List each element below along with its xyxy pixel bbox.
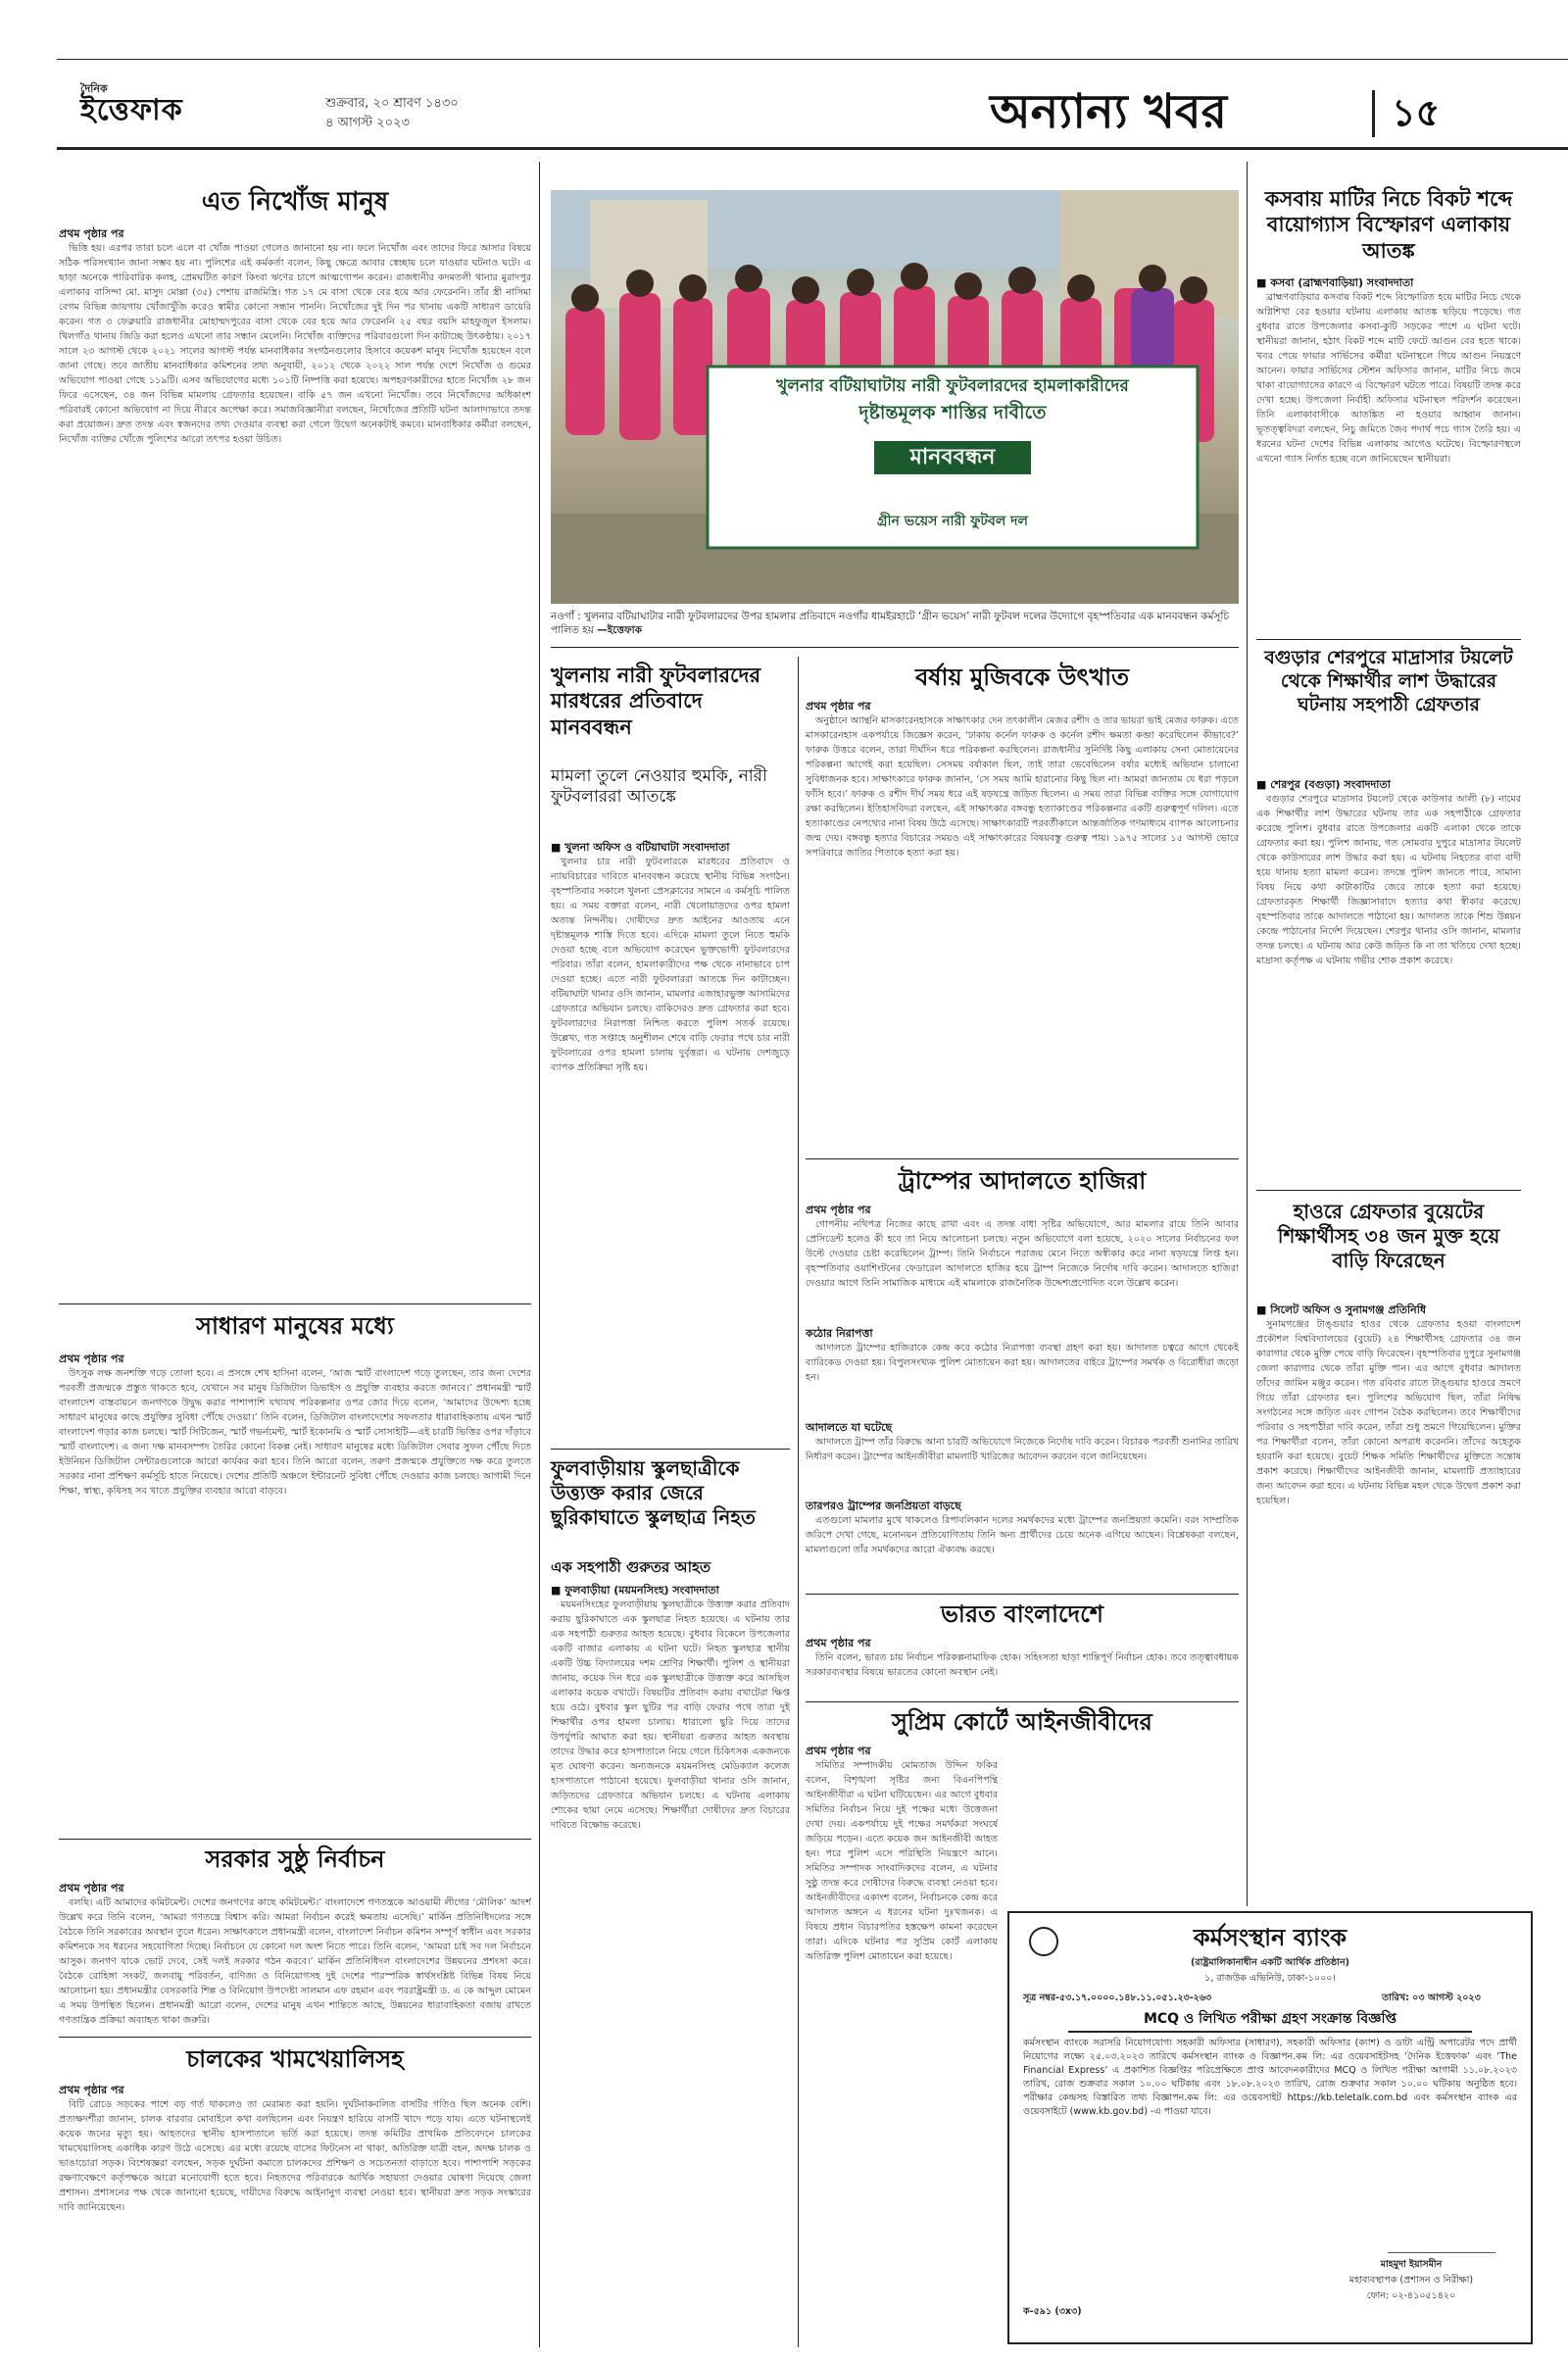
subhead-phulbari: এক সহপাঠী গুরুতর আহত	[551, 1558, 711, 1576]
date-english: ৪ আগস্ট ২০২৩	[325, 116, 410, 130]
article-body-trump-security: আদালতে ট্রাম্পের হাজিরাকে কেন্দ্র করে কঠোর নিরাপত্তা ব্যবস্থা গ্রহণ করা হয়। আদালত চত্বরে আগে থেকেই ব্যারিকেড দেওয়া হয়। বিপুলসংখ্যক পুলিশ মোতায়েন করা হয়। আদালতের বাইরে ট্রাম্পের সমর্থক ও বিরোধীরা জড়ো হন।	[806, 1343, 1239, 1383]
page-number: ১৫	[1392, 91, 1441, 134]
continued-label: প্রথম পৃষ্ঠার পর	[59, 1882, 124, 1894]
continued-label: প্রথম পৃষ্ঠার পর	[59, 227, 124, 240]
news-photo	[551, 190, 1239, 604]
subheading-court: আদালতে যা ঘটেছে	[806, 1421, 893, 1434]
memo-number: সূত্র নম্বর-৫৩.১৭.০০০০.১৪৮.১১.০৫১.২৩-২৬৩	[1023, 1992, 1212, 2003]
headline-supreme: সুপ্রিম কোর্টে আইনজীবীদের	[892, 1708, 1152, 1736]
subheading-security: কঠোর নিরাপত্তা	[806, 1327, 873, 1340]
headline-kaswa: কসবায় মাটির নিচে বিকট শব্দে বায়োগ্যাস বিস্ফোরণ এলাকায় আতঙ্ক	[1264, 187, 1513, 263]
photo-caption: নওগাঁ : খুলনার বটিয়াঘাটার নারী ফুটবলারদের উপর হামলার প্রতিবাদে নওগাঁর ধামইরহাটে ‘গ্রীন ভয়েস’ নারী ফুটবল দলের উদ্যোগে বৃহস্পতিবার এক মানববন্ধন কর্মসূচি পালিত হয় —ইত্তেফাক	[551, 611, 1230, 636]
continued-label: প্রথম পৃষ্ঠার পর	[806, 1204, 871, 1216]
subheading-popularity: তারপরও ট্রাম্পের জনপ্রিয়তা বাড়ছে	[806, 1500, 961, 1512]
memo-date: তারিখ: ০৩ আগস্ট ২০২৩	[1382, 1992, 1481, 2003]
ad-reference: ক-৫৯১ (৩x৩)	[1023, 2306, 1082, 2317]
headline-bogura: বগুড়ার শেরপুরে মাদ্রাসার টয়লেট থেকে শিক্ষার্থীর লাশ উদ্ধারের ঘটনায় সহপাঠী গ্রেফতার	[1264, 647, 1513, 715]
banner-line-1: খুলনার বটিয়াঘাটায় নারী ফুটবলারদের হামলাকারীদের	[776, 376, 1129, 396]
article-body-supreme: সমিতির সম্পাদকীয় মোমতাজ উদ্দিন ফকির বলেন, বিশৃঙ্খলা সৃষ্টির জন্য বিএনপিপন্থি আইনজীবীরা এ ঘটনা ঘটিয়েছেন। এর আগে বুধবার সমিতির নির্বাচন নিয়ে দুই পক্ষের মধ্যে উত্তেজনা দেখা দেয়। একপর্যায়ে দুই পক্ষের সমর্থকরা সংঘর্ষে জড়িয়ে পড়েন। এতে কয়েক জন আইনজীবী আহত হন। পরে পুলিশ এসে পরিস্থিতি নিয়ন্ত্রণে আনে। সমিতির সম্পাদক সাংবাদিকদের বলেন, এ ঘটনার সুষ্ঠু তদন্ত করে দোষীদের বিরুদ্ধে ব্যবস্থা নেওয়া হবে। আইনজীবীদের একাংশ বলেন, নির্বাচনকে কেন্দ্র করে আদালত অঙ্গনে এ ধরনের ঘটনা দুঃখজনক। এ বিষয়ে প্রধান বিচারপতির হস্তক্ষেপ কামনা করেছেন তারা। এদিকে ঘটনার পর সুপ্রিম কোর্ট এলাকায় অতিরিক্ত পুলিশ মোতায়েন করা হয়েছে।	[806, 1760, 998, 1962]
byline-kaswa: ■ কসবা (ব্রাহ্মণবাড়িয়া) সংবাদদাতা	[1256, 276, 1414, 289]
byline-bogura: ■ শেরপুর (বগুড়া) সংবাদদাতা	[1256, 778, 1391, 791]
article-body-driver: বিটি রোডে সড়কের পাশে বড় গর্ত থাকলেও তা মেরামত করা হয়নি। দুর্ঘটনাকবলিত বাসটির গতিও ছিল অনেক বেশি। প্রত্যক্ষদর্শীরা জানান, চালক বারবার মোবাইলে কথা বলছিলেন এবং নিয়ন্ত্রণ হারিয়ে বাসটি খাদে পড়ে যায়। এতে ঘটনাস্থলেই কয়েক জনের মৃত্যু হয়। আহতদের স্থানীয় হাসপাতালে ভর্তি করা হয়েছে। তদন্ত কমিটির প্রাথমিক প্রতিবেদনে চালকের খামখেয়ালিসহ একাধিক কারণ উঠে এসেছে। এর মধ্যে রয়েছে বাসের ফিটনেস না থাকা, অতিরিক্ত যাত্রী বহন, অদক্ষ চালক ও ভাঙাচোরা সড়ক। বিশেষজ্ঞরা বলছেন, সড়ক দুর্ঘটনা কমাতে চালকদের প্রশিক্ষণ ও সচেতনতা বাড়াতে হবে। পাশাপাশি সড়কের রক্ষণাবেক্ষণে কর্তৃপক্ষকে আরো মনোযোগী হতে হবে। নিহতদের পরিবারকে আর্থিক সহায়তা দেওয়ার ঘোষণা দিয়েছে জেলা প্রশাসন। প্রশাসনের পক্ষ থেকে জানানো হয়েছে, দায়ীদের বিরুদ্ধে আইনানুগ ব্যবস্থা নেওয়া হবে। স্থানীয়রা দ্রুত সড়ক সংস্কারের দাবি জানিয়েছেন।	[59, 2099, 531, 2213]
article-body-trump-popularity: এতগুলো মামলার মুখে থাকলেও রিপাবলিকান দলের সমর্থকদের মধ্যে ট্রাম্পের জনপ্রিয়তা কমেনি। বরং সাম্প্রতিক জরিপে দেখা গেছে, মনোনয়ন প্রতিযোগিতায় তিনি অন্য প্রার্থীদের চেয়ে অনেক এগিয়ে আছেন। বিশ্লেষকরা বলছেন, মামলাগুলো তাঁর সমর্থকদের আরো ঐক্যবদ্ধ করছে।	[806, 1515, 1239, 1555]
article-body-buet: সুনামগঞ্জের টাঙ্গুয়ার হাওর থেকে গ্রেফতার হওয়া বাংলাদেশ প্রকৌশল বিশ্ববিদ্যালয়ের (বুয়েট) ২৪ শিক্ষার্থীসহ গ্রেফতার ৩৪ জন কারাগার থেকে মুক্তি পেয়ে বাড়ি ফিরেছেন। বৃহস্পতিবার দুপুরে সুনামগঞ্জ জেলা কারাগার থেকে তাঁরা মুক্তি পান। এর আগে বুধবার আদালত তাঁদের জামিন মঞ্জুর করেন। গত রবিবার রাতে টাঙ্গুয়ার হাওরে ভ্রমণে গিয়ে তাঁরা গ্রেফতার হন। পুলিশের অভিযোগ ছিল, তাঁরা নিষিদ্ধ সংগঠনের সঙ্গে জড়িত এবং গোপন বৈঠক করছিলেন। তবে শিক্ষার্থীদের পরিবার ও সহপাঠীরা দাবি করেন, তাঁরা শুধু ভ্রমণে গিয়েছিলেন। মুক্তির পর শিক্ষার্থীরা বলেন, তাঁরা কোনো অপরাধ করেননি। তাঁদের অহেতুক হয়রানি করা হয়েছে। বুয়েট শিক্ষক সমিতি শিক্ষার্থীদের মুক্তিতে সন্তোষ প্রকাশ করেছে। শিক্ষার্থীদের আইনজীবী জানান, মামলাটি প্রত্যাহারের জন্য আবেদন করা হবে। এ ঘটনায় বিভিন্ন মহল থেকে উদ্বেগ প্রকাশ করা হয়েছিল।	[1256, 1319, 1521, 1506]
headline-driver: চালকের খামখেয়ালিসহ	[186, 2045, 404, 2073]
headline-footballers: খুলনায় নারী ফুটবলারদের মারধরের প্রতিবাদে মানববন্ধন	[551, 664, 761, 739]
date-bangla: শুক্রবার, ২০ শ্রাবণ ১৪৩০	[325, 96, 459, 111]
article-body-common-people: উৎসুক লক্ষ জনশক্তি গড়ে তোলা হবে। এ প্রসঙ্গে শেখ হাসিনা বলেন, ‘আজ স্মার্ট বাংলাদেশ গড়ে তুলছেন, তার জন্য দেশের পরবর্তী প্রজন্মকে প্রস্তুত থাকতে হবে, যেখানে সব মানুষ ডিজিটাল ডিভাইস ও প্রযুক্তি ব্যবহার করতে জানবে।’ প্রধানমন্ত্রী স্মার্ট বাংলাদেশ বাস্তবায়নে জনগণকে উদ্বুদ্ধ করার পাশাপাশি যথাযথ পরিকল্পনার ওপর জোর দিয়ে বলেন, ‘আমাদের উদ্দেশ্য হচ্ছে সাধারণ মানুষের কাছে প্রযুক্তির সুবিধা পৌঁছে দেওয়া।’ তিনি বলেন, ডিজিটাল বাংলাদেশের সফলতার ধারাবাহিকতায় এখন স্মার্ট বাংলাদেশ গড়ার কাজ চলছে। স্মার্ট সিটিজেন, স্মার্ট গভর্নমেন্ট, স্মার্ট ইকোনমি ও স্মার্ট সোসাইটি—এই চারটি ভিত্তির ওপর দাঁড়াবে স্মার্ট বাংলাদেশ। এ জন্য দক্ষ মানবসম্পদ তৈরির কোনো বিকল্প নেই। সাধারণ মানুষের মধ্যে ডিজিটাল সেবার সুফল পৌঁছে দিতে ইউনিয়ন ডিজিটাল সেন্টারগুলোকে আরো কার্যকর করা হবে। তিনি আরো বলেন, তরুণ প্রজন্মকে প্রযুক্তিতে দক্ষ করে তুলতে সরকার নানা প্রশিক্ষণ কর্মসূচি হাতে নিয়েছে। দেশের প্রতিটি অঞ্চলে ইন্টারনেট সুবিধা পৌঁছে দেওয়ার কাজ চলছে। আগামী দিনে শিক্ষা, স্বাস্থ্য, কৃষিসহ সব খাতে প্রযুক্তির ব্যবহার আরো বাড়বে।	[59, 1368, 531, 1497]
article-body-phulbari: ময়মনসিংহের ফুলবাড়ীয়ায় স্কুলছাত্রীকে উত্ত্যক্ত করার প্রতিবাদ করায় ছুরিকাঘাতে এক স্কুলছাত্র নিহত হয়েছে। এ ঘটনায় তার এক সহপাঠী গুরুতর আহত হয়েছে। বুধবার বিকেলে উপজেলার একটি বাজার এলাকায় এ ঘটনা ঘটে। নিহত স্কুলছাত্র স্থানীয় একটি উচ্চ বিদ্যালয়ের দশম শ্রেণির শিক্ষার্থী। পুলিশ ও স্থানীয়রা জানায়, কয়েক দিন ধরে এক স্কুলছাত্রীকে উত্ত্যক্ত করে আসছিল এলাকার কয়েক বখাটে। বিষয়টির প্রতিবাদ করায় বখাটেরা ক্ষিপ্ত হয়ে ওঠে। বুধবার স্কুল ছুটির পর বাড়ি ফেরার পথে তারা দুই শিক্ষার্থীর ওপর হামলা চালায়। ধারালো ছুরি দিয়ে তাদের উপর্যুপরি আঘাত করা হয়। স্থানীয়রা গুরুতর আহত অবস্থায় তাদের উদ্ধার করে হাসপাতালে নিয়ে গেলে চিকিৎসক একজনকে মৃত ঘোষণা করেন। অন্যজনকে ময়মনসিংহ মেডিক্যাল কলেজ হাসপাতালে পাঠানো হয়েছে। ফুলবাড়ীয়া থানার ওসি জানান, জড়িতদের গ্রেফতারে অভিযান চলছে। এ ঘটনায় এলাকায় শোকের ছায়া নেমে এসেছে। শিক্ষার্থীরা দোষীদের দ্রুত বিচারের দাবিতে বিক্ষোভ করেছে।	[551, 1599, 790, 1831]
section-title: অন্যান্য খবর	[990, 84, 1227, 139]
headline-common-people: সাধারণ মানুষের মধ্যে	[196, 1312, 394, 1340]
bank-address: ১, রাজউক এভিনিউ, ঢাকা-১০০০।	[1204, 1973, 1336, 1984]
article-body-trump-court: আদালতে ট্রাম্প তাঁর বিরুদ্ধে আনা চারটি অভিযোগে নিজেকে নির্দোষ দাবি করেন। বিচারক পরবর্তী শুনানির তারিখ নির্ধারণ করেন। ট্রাম্পের আইনজীবীরা মামলাটি খারিজের আবেদন করবেন বলে জানিয়েছেন।	[806, 1437, 1239, 1462]
headline-trump: ট্রাম্পের আদালতে হাজিরা	[898, 1167, 1147, 1195]
subhead-footballers: মামলা তুলে নেওয়ার হুমকি, নারী ফুটবলাররা আতঙ্কে	[551, 766, 767, 808]
byline-buet: ■ সিলেট অফিস ও সুনামগঞ্জ প্রতিনিধি	[1256, 1303, 1427, 1316]
headline-mujib: বর্ষায় মুজিবকে উৎখাত	[914, 664, 1130, 691]
article-body-election: বলছি। এটি আমাদের কমিটমেন্ট। দেশের জনগণের কাছে কমিটমেন্ট।’ বাংলাদেশে গণতন্ত্রকে আওয়ামী লীগের ‘মৌলিক’ আদর্শ উল্লেখ করে তিনি বলেন, ‘আমরা গণতন্ত্রে বিশ্বাস করি। আমরা নির্বাচন করেই ক্ষমতায় এসেছি।’ মার্কিন প্রতিনিধিদলের সঙ্গে বৈঠকে তিনি সরকারের অবস্থান তুলে ধরেন। সাক্ষাৎকালে প্রধানমন্ত্রী বলেন, বাংলাদেশ নির্বাচন কমিশন সম্পূর্ণ স্বাধীন এবং সরকার কমিশনকে সব ধরনের সহযোগিতা দিচ্ছে। নির্বাচনে যে কোনো দল অংশ নিতে পারে। তিনি বলেন, ‘আমরা চাই সব দল নির্বাচনে আসুক। জনগণ যাকে ভোট দেবে, সেই দলই সরকার গঠন করবে।’ মার্কিন প্রতিনিধিদল বাংলাদেশের উন্নয়নের প্রশংসা করে। বৈঠকে রোহিঙ্গা সংকট, জলবায়ু পরিবর্তন, বাণিজ্য ও বিনিয়োগসহ দুই দেশের পারস্পরিক স্বার্থসংশ্লিষ্ট বিভিন্ন বিষয় নিয়ে আলোচনা হয়। প্রধানমন্ত্রীর বেসরকারি শিল্প ও বিনিয়োগ উপদেষ্টা সালমান এফ রহমান এবং পররাষ্ট্রমন্ত্রী ড. এ কে আব্দুল মোমেন এ সময় উপস্থিত ছিলেন। প্রধানমন্ত্রী আরো বলেন, দেশের মানুষ এখন শান্তিতে আছে, উন্নয়নের ধারাবাহিকতা বজায় রাখতে গণতান্ত্রিক প্রক্রিয়া অব্যাহত থাকা জরুরি।	[59, 1897, 531, 2026]
article-body-kaswa: ব্রাহ্মণবাড়িয়ার কসবায় বিকট শব্দে বিস্ফোরিত হয়ে মাটির নিচে থেকে অগ্নিশিখা বের হওয়ার ঘটনায় এলাকায় আতঙ্ক ছড়িয়ে পড়েছে। গত বুধবার রাতে উপজেলার কসবা-কুটি সড়কের পাশে এ ঘটনা ঘটে। স্থানীয়রা জানান, হঠাৎ বিকট শব্দে মাটি ফেটে আগুন বের হতে থাকে। খবর পেয়ে ফায়ার সার্ভিসের কর্মীরা ঘটনাস্থলে গিয়ে আগুন নিয়ন্ত্রণে আনেন। ফায়ার সার্ভিসের স্টেশন অফিসার জানান, মাটির নিচে জমে থাকা বায়োগ্যাসের কারণে এ বিস্ফোরণ ঘটতে পারে। বিষয়টি তদন্ত করে দেখা হচ্ছে। উপজেলা নির্বাহী অফিসার ঘটনাস্থল পরিদর্শন করেছেন। তিনি এলাকাবাসীকে আতঙ্কিত না হওয়ার আহ্বান জানান। ভূতত্ত্ববিদরা বলছেন, নিচু জমিতে জৈব পদার্থ পচে গ্যাস তৈরি হয়। এ ধরনের ঘটনা দেশের বিভিন্ন এলাকায় আগেও ঘটেছে। বিস্ফোরণস্থলে এখনো গ্যাস নির্গত হচ্ছে বলে জানিয়েছেন স্থানীয়রা।	[1256, 292, 1521, 465]
article-body-footballers: খুলনার চার নারী ফুটবলারকে মারধরের প্রতিবাদে ও ন্যায়বিচারের দাবিতে মানববন্ধন করেছে স্থানীয় বিভিন্ন সংগঠন। বৃহস্পতিবার সকালে খুলনা প্রেসক্লাবের সামনে এ কর্মসূচি পালিত হয়। এ সময় বক্তারা বলেন, নারী খেলোয়াড়দের ওপর হামলা অত্যন্ত নিন্দনীয়। দোষীদের দ্রুত আইনের আওতায় এনে দৃষ্টান্তমূলক শাস্তি দিতে হবে। এদিকে মামলা তুলে নিতে হুমকি দেওয়া হচ্ছে বলে অভিযোগ করেছেন ভুক্তভোগী ফুটবলারদের পরিবার। তাঁরা বলেন, হামলাকারীদের পক্ষ থেকে নানাভাবে চাপ দেওয়া হচ্ছে। এতে নারী ফুটবলাররা আতঙ্কে দিন কাটাচ্ছেন। বটিয়াঘাটা থানার ওসি জানান, মামলার এজাহারভুক্ত আসামিদের গ্রেফতারে অভিযান চলছে। বাকিদেরও দ্রুত গ্রেফতার করা হবে। ফুটবলারদের নিরাপত্তা নিশ্চিত করতে পুলিশ সতর্ক রয়েছে। উল্লেখ্য, গত সপ্তাহে অনুশীলন শেষে বাড়ি ফেরার পথে চার নারী ফুটবলারের ওপর হামলা চালায় দুর্বৃত্তরা। এ ঘটনায় দেশজুড়ে ব্যাপক প্রতিক্রিয়া সৃষ্টি হয়।	[551, 857, 790, 1073]
article-body-bogura: বগুড়ার শেরপুরে মাদ্রাসার টয়লেট থেকে কাউসার আলী (৮) নামের এক শিক্ষার্থীর লাশ উদ্ধারের ঘটনায় তার এক সহপাঠীকে গ্রেফতার করেছে পুলিশ। বুধবার রাতে উপজেলার একটি এলাকা থেকে তাকে গ্রেফতার করা হয়। পুলিশ জানায়, গত সোমবার দুপুরে মাদ্রাসার টয়লেট থেকে কাউসারের লাশ উদ্ধার করা হয়। এ ঘটনায় নিহতের বাবা বাদী হয়ে থানায় হত্যা মামলা করেন। তদন্তে পুলিশ জানতে পারে, সামান্য বিষয় নিয়ে কথা কাটাকাটির জেরে তাকে হত্যা করা হয়েছে। গ্রেফতারকৃত শিক্ষার্থী জিজ্ঞাসাবাদে হত্যার কথা স্বীকার করেছে। বৃহস্পতিবার তাকে আদালতে পাঠানো হয়। আদালত তাকে শিশু উন্নয়ন কেন্দ্রে পাঠানোর নির্দেশ দিয়েছেন। শেরপুর থানার ওসি জানান, মামলার তদন্ত চলছে। এ ঘটনায় আর কেউ জড়িত কি না তা খতিয়ে দেখা হচ্ছে। মাদ্রাসা কর্তৃপক্ষ এ ঘটনায় গভীর শোক প্রকাশ করেছে।	[1256, 794, 1521, 966]
article-body-trump: গোপনীয় নথিপত্র নিজের কাছে রাখা এবং এ তদন্ত বাধা সৃষ্টির অভিযোগে, আর মামলার রায়ে তিনি আবার প্রেসিডেন্ট হলেও কী হবে তা নিয়ে আলোচনা চলছে। নতুন অভিযোগে বলা হয়েছে, ২০২০ সালের নির্বাচনের ফল উল্টে দেওয়ার চেষ্টা করেছিলেন ট্রাম্প। তিনি নির্বাচনে পরাজয় মেনে নিতে অস্বীকার করে নানা ষড়যন্ত্রে লিপ্ত হন। বৃহস্পতিবার ওয়াশিংটনের ফেডারেল আদালতে হাজির হয়ে ট্রাম্প নিজেকে নির্দোষ দাবি করেন। আদালতে হাজিরা দেওয়ার আগে তিনি সামাজিক মাধ্যমে এই মামলাকে রাজনৈতিক উদ্দেশ্যপ্রণোদিত বলে উল্লেখ করেন।	[806, 1219, 1239, 1289]
continued-label: প্রথম পৃষ্ঠার পর	[59, 2084, 124, 2096]
banner-footer: গ্রীন ভয়েস নারী ফুটবল দল	[877, 514, 1028, 529]
continued-label: প্রথম পৃষ্ঠার পর	[806, 700, 871, 713]
job-advertisement	[1007, 1911, 1533, 2344]
banner-line-2: দৃষ্টান্তমূলক শাস্তির দাবীতে	[858, 402, 1047, 423]
headline-india: ভারত বাংলাদেশে	[941, 1600, 1103, 1628]
continued-label: প্রথম পৃষ্ঠার পর	[806, 1637, 871, 1649]
continued-label: প্রথম পৃষ্ঠার পর	[806, 1745, 871, 1757]
signatory-name: মাহমুদা ইয়াসমীন	[1380, 2259, 1443, 2270]
byline-phulbari: ■ ফুলবাড়ীয়া (ময়মনসিংহ) সংবাদদাতা	[551, 1584, 719, 1597]
headline-phulbari: ফুলবাড়ীয়ায় স্কুলছাত্রীকে উত্ত্যক্ত করার জেরে ছুরিকাঘাতে স্কুলছাত্র নিহত	[551, 1456, 756, 1529]
bank-name: কর্মসংস্থান ব্যাংক	[1193, 1924, 1348, 1951]
headline-buet: হাওরে গ্রেফতার বুয়েটের শিক্ষার্থীসহ ৩৪ জন মুক্ত হয়ে বাড়ি ফিরেছেন	[1277, 1200, 1500, 1272]
newspaper-logo: ইত্তেফাক	[80, 93, 183, 127]
banner-line-3: মানববন্ধন	[874, 441, 1031, 474]
bank-subtitle: (রাষ্ট্রমালিকানাধীন একটি আর্থিক প্রতিষ্ঠান)	[1191, 1957, 1349, 1968]
article-body-india: তিনি বলেন, ভারত চায় নির্বাচন পরিকল্পনামাফিক হোক। সহিংসতা ছাড়া শান্তিপূর্ণ নির্বাচন হোক। তবে তত্ত্বাবধায়ক সরকারব্যবস্থার বিষয়ে ভারতের কোনো অবস্থান নেই।	[806, 1652, 1239, 1678]
signatory-title: মহাব্যবস্থাপক (প্রশাসন ও নিরীক্ষা)	[1348, 2275, 1474, 2286]
headline-election: সরকার সুষ্ঠু নির্বাচন	[205, 1845, 385, 1873]
continued-label: প্রথম পৃষ্ঠার পর	[59, 1353, 124, 1365]
article-body-missing: ভিত্তি হয়। এরপর তারা চলে এলে বা খোঁজ পাওয়া গেলেও জানানো হয় না। ফলে নিখোঁজ এবং তাদের ফিরে আসার বিষয়ে সঠিক পরিসংখ্যান জানা সম্ভব হয় না। পুলিশের এই কর্মকর্তা বলেন, কিছু ক্ষেত্রে আবার স্বেচ্ছায় চলে যাওয়ার ঘটনাও ঘটে। এ ছাড়া অনেকে পারিবারিক কলহ, প্রেমঘটিত কারণ কিংবা ঋণের চাপে আত্মগোপন করেন। রাজধানীর কদমতলী থানার মুরাদপুর এলাকার বাসিন্দা মো. মাসুদ মোল্লা (৩৫) পেশায় রাজমিস্ত্রি। গত ১৭ মে বাসা থেকে বের হয়ে আর ফেরেননি। তাঁর স্ত্রী নাসিমা বেগম বিভিন্ন জায়গায় খোঁজাখুঁজি করেও স্বামীর কোনো সন্ধান পাননি। নিখোঁজের দুই দিন পর থানায় একটি সাধারণ ডায়েরি করেন। গত ৩ ফেব্রুয়ারি রাজধানীর মোহাম্মদপুরের বাসা থেকে বের হয়ে আর ফেরেননি ২৫ বছর বয়সি মাহফুজুল ইসলাম। খিলগাঁও থানায় জিডি করা হলেও এখনো তার সন্ধান মেলেনি। নিখোঁজ ব্যক্তিদের পরিবারগুলো দিন কাটাচ্ছে উৎকণ্ঠায়। ২০১৭ সালে ২৩ আগস্ট থেকে ২০২১ সালের আগস্ট পর্যন্ত মানবাধিকার সংগঠনগুলোর হিসাবে কয়েকশ মানুষ নিখোঁজ হয়েছেন বলে জানা গেছে। তবে জাতীয় মানবাধিকার কমিশনের তথ্য অনুযায়ী, ২০১২ থেকে ২০২২ সাল পর্যন্ত দেশে নিখোঁজ ও গুমের অভিযোগ পাওয়া গেছে ১১৯টি। এসব অভিযোগের মধ্যে ১০১টি নিষ্পত্তি করা হয়েছে। অপহরণকারীদের হাতে নিখোঁজ ২৮ জন ফিরে এসেছেন, ৩৪ জন বিভিন্ন মামলায় গ্রেফতার হয়েছেন। বাকি ৫৭ জন এখনো নিখোঁজ। তবে নিখোঁজদের অধিকাংশ পরিবারই কোনো অভিযোগ না দিয়ে নীরবে অপেক্ষা করে। সমাজবিজ্ঞানীরা বলছেন, নিখোঁজের প্রতিটি ঘটনা আলাদাভাবে তদন্ত করা প্রয়োজন। দ্রুত তদন্ত এবং স্বজনদের তথ্য দেওয়ার ব্যবস্থা করা গেলে উদ্বেগ অনেকটাই কমবে। মানবাধিকার কর্মীরা বলছেন, নিখোঁজ ব্যক্তির খোঁজে পুলিশের আরো তৎপর হওয়া উচিত।	[59, 243, 531, 445]
article-body-mujib: অনুষ্ঠানে অ্যান্থনি মাসকারেনহাসকে সাক্ষাৎকার দেন তৎকালীন মেজর রশীদ ও তার ভায়রা ভাই মেজর ফারুক। এতে মাসকারেনহাস একপর্যায়ে জিজ্ঞেস করেন, ‘ঢাকায় কর্নেল ফারুক ও কর্নেল রশীদ ক্ষমতা কব্জা করেছিলেন কীভাবে?’ ফারুক উত্তরে বলেন, তারা দীর্ঘদিন ধরে পরিকল্পনা করছিলেন। রাজধানীর সুনির্দিষ্ট কিছু এলাকায় সেনা মোতায়েনের পরিকল্পনা আগেই করা হয়েছিল। সেসময় বর্ষাকাল ছিল, তাই তারা ভেবেছিলেন বর্ষার মধ্যেই অভিযান চালানো সুবিধাজনক হবে। সাক্ষাৎকারে ফারুক জানান, ‘সে সময় আমি হারানোর কিছু ছিল না। আমরা জানতাম যে ধরা পড়লে ফাঁসি হবে।’ ফারুক ও রশীদ দীর্ঘ সময় ধরে এই ষড়যন্ত্রে জড়িত ছিলেন। এ সময় তারা বিভিন্ন ব্যক্তির সঙ্গে যোগাযোগ রক্ষা করছিলেন। ইতিহাসবিদরা বলছেন, এই সাক্ষাৎকার বঙ্গবন্ধু হত্যাকাণ্ডের পরিকল্পনার একটি গুরুত্বপূর্ণ দলিল। এতে হত্যাকাণ্ডের নেপথ্যের নানা বিষয় উঠে এসেছে। সাক্ষাৎকারটি পরবর্তীকালে আন্তর্জাতিক গণমাধ্যমে ব্যাপক আলোচনার জন্ম দেয়। বঙ্গবন্ধু হত্যার বিচারের সময়ও এই সাক্ষাৎকারের বিষয়বস্তু গুরুত্ব পায়। ১৯৭৫ সালের ১৫ আগস্ট ভোরে সপরিবারে জাতির পিতাকে হত্যা করা হয়।	[806, 715, 1239, 859]
contact-phone: ফোন: ০২-৪১০৫১৪২০	[1366, 2290, 1456, 2301]
byline-footballers: ■ খুলনা অফিস ও বটিয়াঘাটা সংবাদদাতা	[551, 841, 730, 854]
signature-mark	[1388, 2227, 1495, 2253]
headline-missing: এত নিখোঁজ মানুষ	[201, 187, 389, 217]
notice-title: MCQ ও লিখিত পরীক্ষা গ্রহণ সংক্রান্ত বিজ্ঞপ্তি	[1068, 2011, 1472, 2033]
notice-body: কর্মসংস্থান ব্যাংকে সরাসরি নিয়োগযোগ্য সহকারী অফিসার (সাধারণ), সহকারী অফিসার (ক্যাশ) ও ডাটা এন্ট্রি অপারেটর পদে প্রার্থী নিয়োগের লক্ষ্যে ২৫.০৩.২০২৩ তারিখে কর্মসংস্থান ব্যাংক ও বিজ্ঞাপন.কম লি: এর ওয়েবসাইটসহ ‘দৈনিক ইত্তেফাক’ এবং ‘The Financial Express’ এ প্রকাশিত বিজ্ঞপ্তির পরিপ্রেক্ষিতে প্রাপ্ত আবেদনকারীদের MCQ ও লিখিত পরীক্ষা আগামী ১১.০৮.২০২৩ তারিখ, রোজ শুক্রবার সকাল ১০.০০ ঘটিকায় এবং ১৮.০৮.২০২৩ তারিখ, রোজ শুক্রবার সকাল ১০.০০ ঘটিকায় অনুষ্ঠিত হবে। পরীক্ষার কেন্দ্রসহ বিস্তারিত তথ্য বিজ্ঞাপন.কম লি: এর ওয়েবসাইট https://kb.teletalk.com.bd এবং কর্মসংস্থান ব্যাংক এর ওয়েবসাইটে (www.kb.gov.bd) -এ পাওয়া যাবে।	[1023, 2038, 1517, 2117]
logo-prefix: দৈনিক	[80, 82, 108, 95]
